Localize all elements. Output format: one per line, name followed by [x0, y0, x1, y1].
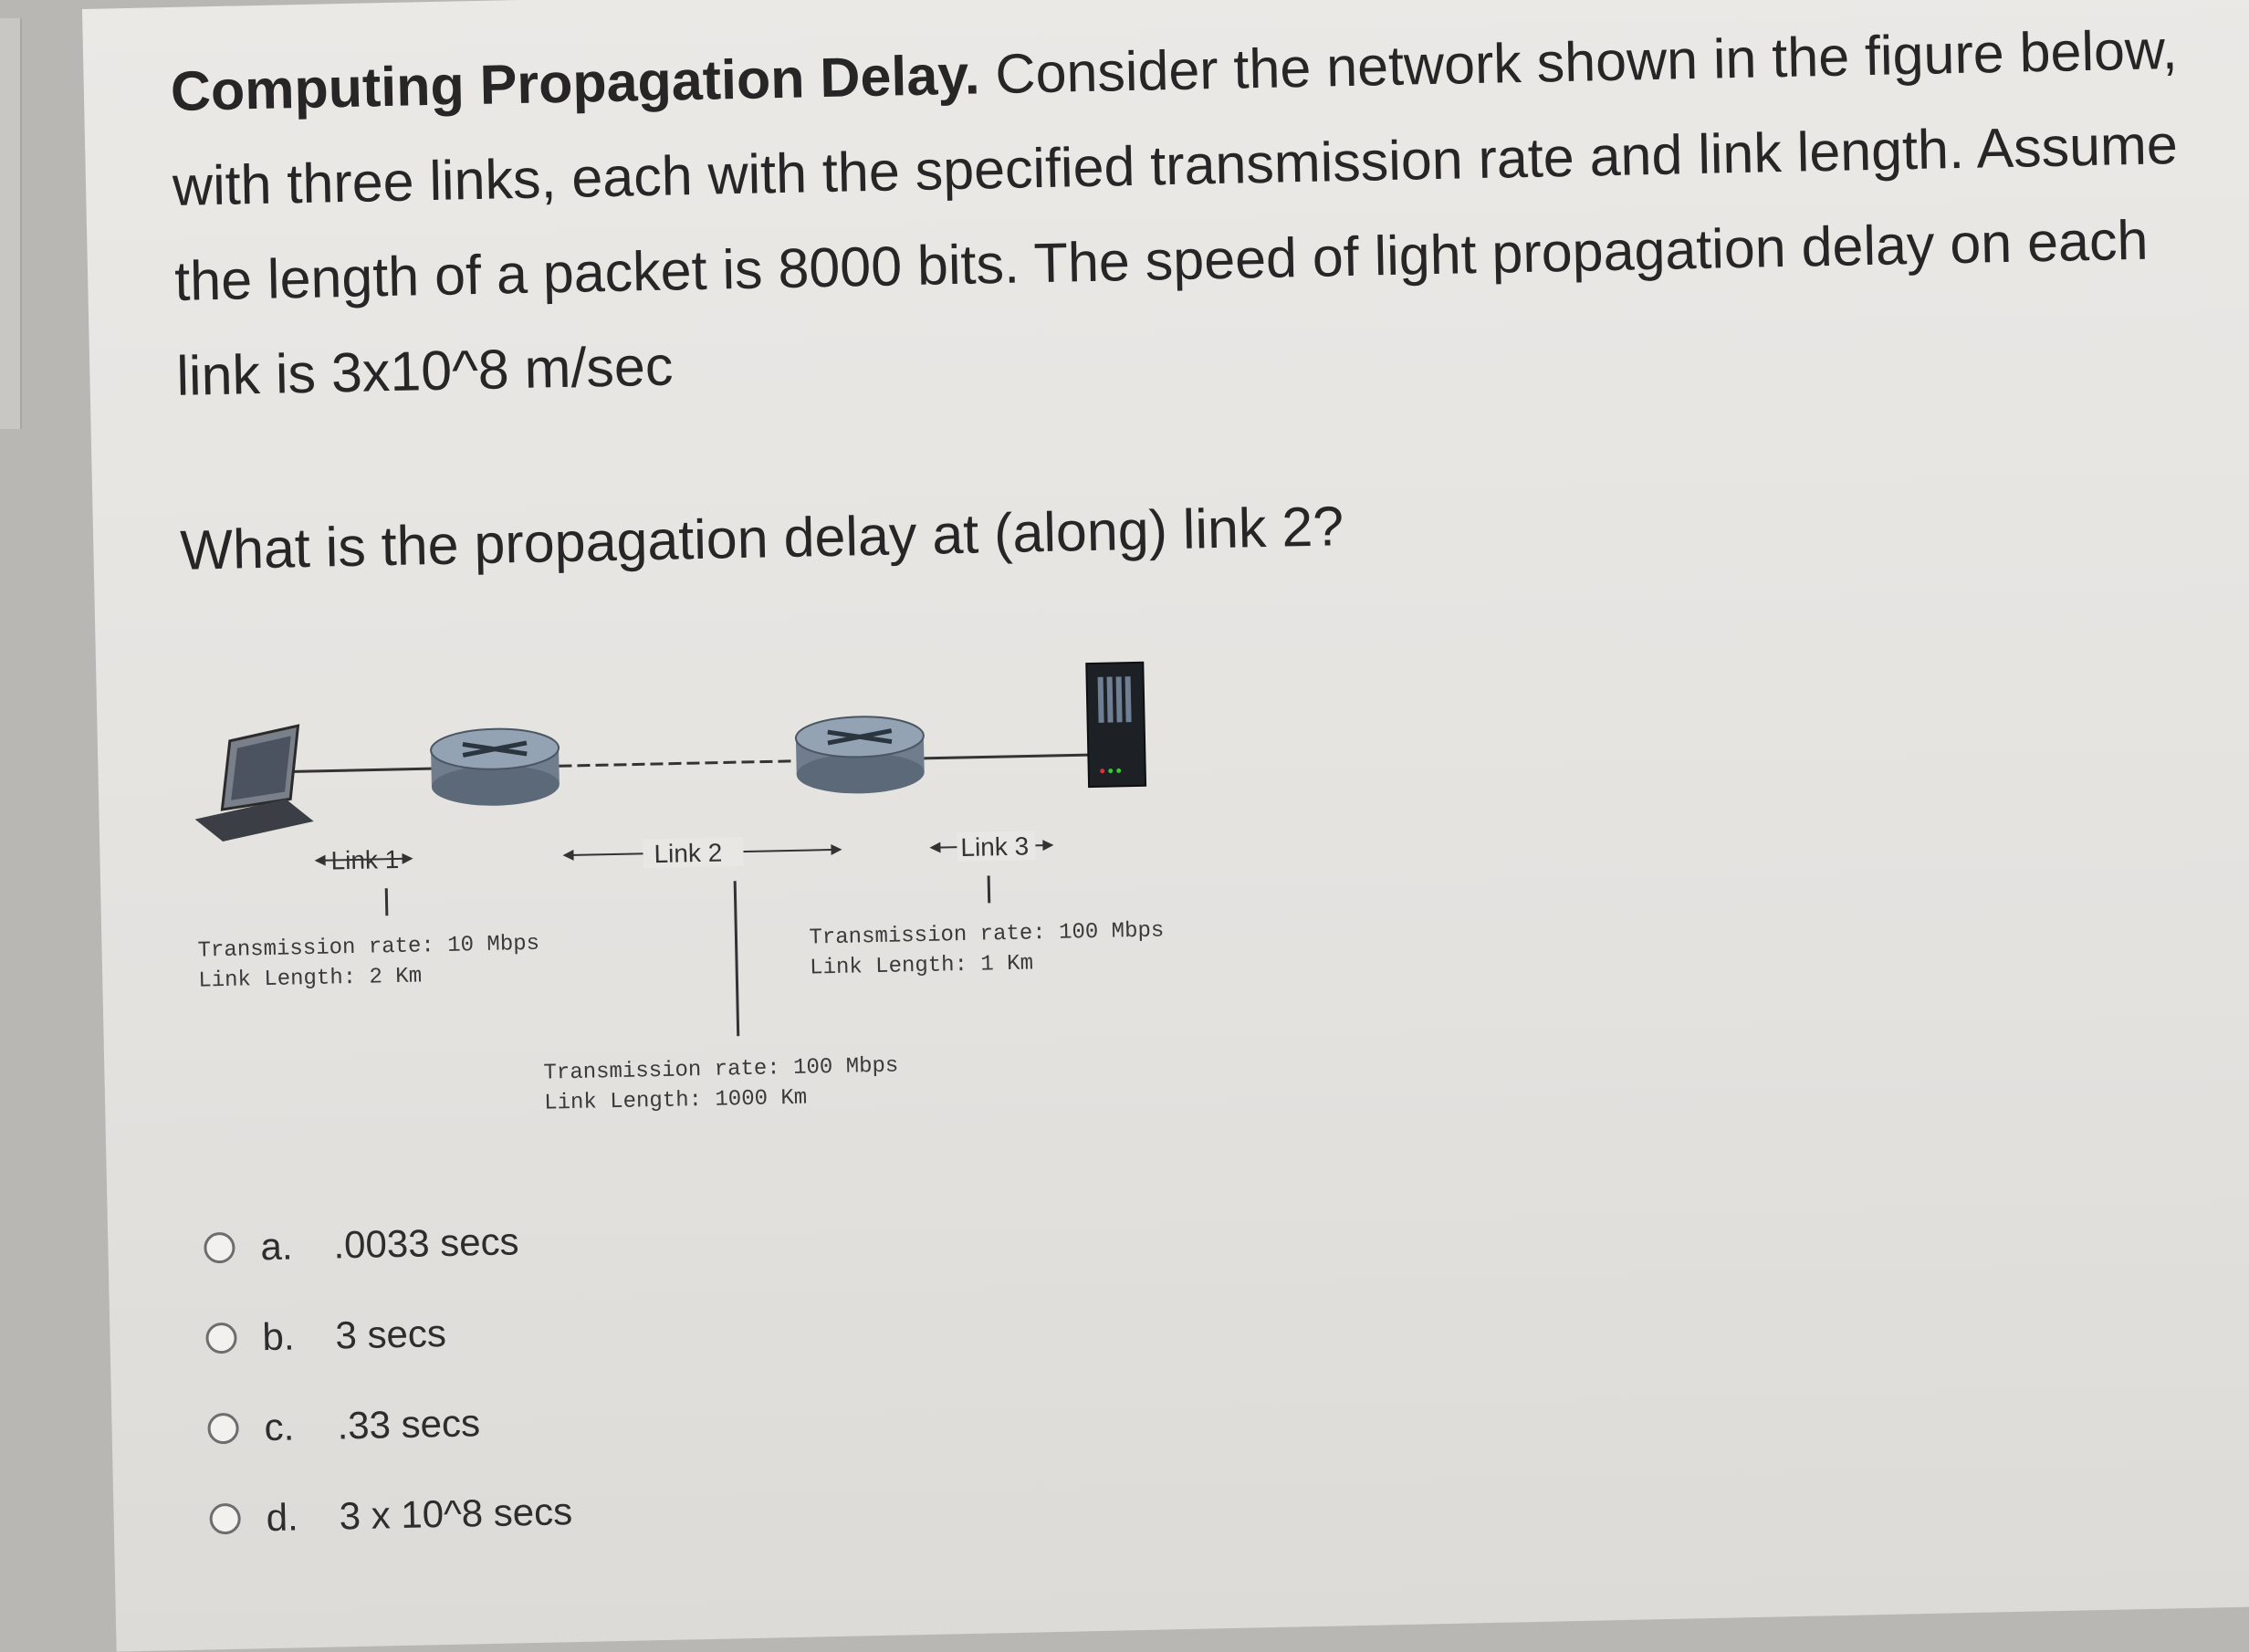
question-title: Computing Propagation Delay.	[170, 43, 981, 122]
laptop-icon	[194, 726, 315, 842]
link1-length: Link Length: 2 Km	[198, 964, 423, 994]
link3-wire	[924, 755, 1088, 758]
network-diagram	[183, 639, 1397, 1139]
radio-button[interactable]	[207, 1413, 239, 1445]
link2-rate: Transmission rate: 100 Mbps	[543, 1053, 899, 1086]
radio-button[interactable]	[205, 1323, 237, 1354]
question-text	[170, 1, 2222, 423]
option-text: 3 secs	[334, 1311, 447, 1357]
router-icon	[431, 727, 560, 807]
radio-button[interactable]	[204, 1232, 235, 1264]
option-text: .33 secs	[337, 1401, 481, 1448]
right-arrowhead	[1042, 840, 1053, 851]
option-letter: d.	[266, 1495, 299, 1540]
question-prompt: What is the propagation delay at (along) link 2?	[179, 495, 1344, 581]
link2-label: Link 2	[654, 838, 723, 869]
option-d[interactable]	[209, 1484, 573, 1546]
option-letter: a.	[259, 1224, 293, 1269]
question-body: Consider the network shown in the figure below, with three links, each with the specified transmission rate and link length. Assume the length of a packet is 8000 bits. The speed of light propagation delay on each link is 3x10^8 m/sec	[172, 17, 2179, 407]
link3-length: Link Length: 1 Km	[809, 951, 1034, 981]
quiz-page	[82, 0, 2249, 1652]
right-arrowhead	[402, 853, 413, 864]
link1-wire	[295, 768, 432, 771]
left-arrowhead	[929, 842, 940, 853]
link3-rate: Transmission rate: 100 Mbps	[809, 918, 1165, 951]
right-arrowhead	[831, 844, 842, 855]
link2-tick	[735, 881, 738, 1036]
option-c[interactable]	[207, 1394, 571, 1456]
option-letter: c.	[264, 1405, 295, 1449]
link1-rate: Transmission rate: 10 Mbps	[197, 931, 540, 964]
radio-button[interactable]	[209, 1503, 241, 1535]
left-arrowhead	[314, 855, 325, 866]
answer-options	[204, 1213, 574, 1582]
server-icon	[1086, 663, 1145, 787]
link2-length: Link Length: 1000 Km	[543, 1085, 808, 1116]
left-arrowhead	[562, 850, 573, 861]
option-b[interactable]	[205, 1303, 570, 1365]
link1-label: Link 1	[330, 844, 400, 875]
link1-tick	[386, 888, 387, 915]
link3-label: Link 3	[960, 831, 1030, 863]
link2-wire	[559, 761, 796, 766]
option-text: .0033 secs	[332, 1219, 520, 1267]
option-letter: b.	[262, 1314, 296, 1359]
option-a[interactable]	[204, 1213, 568, 1275]
left-sidebar-edge	[0, 18, 22, 429]
option-text: 3 x 10^8 secs	[339, 1490, 573, 1538]
router-icon	[795, 716, 925, 795]
